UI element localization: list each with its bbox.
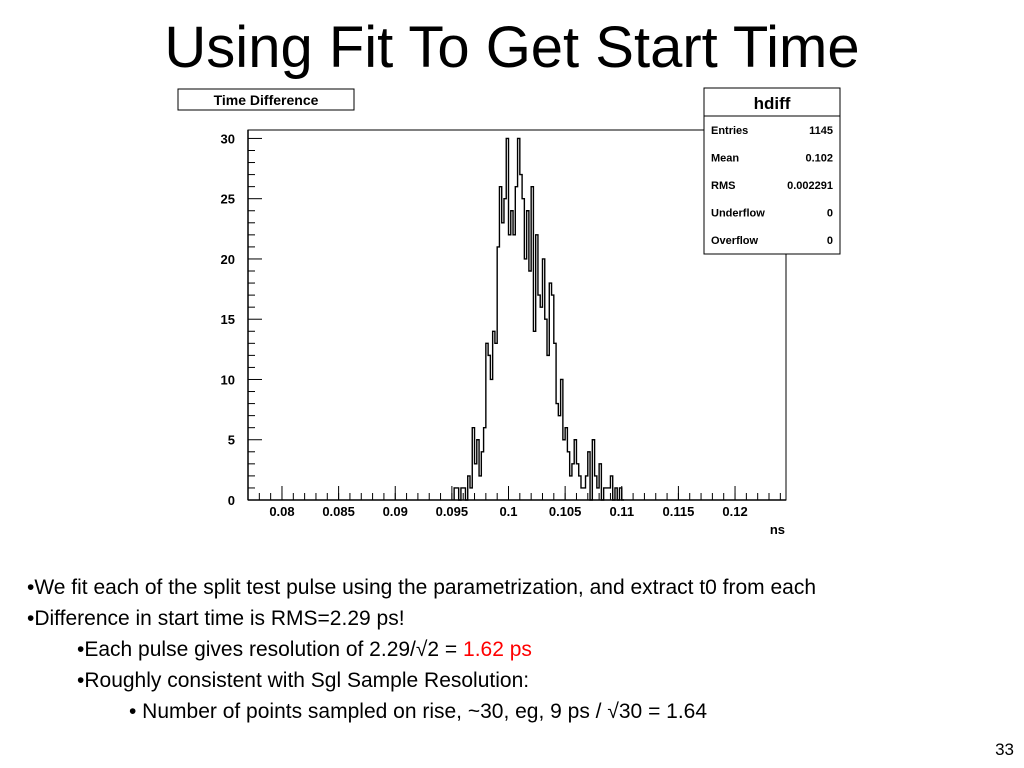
stats-value: 0 [826,235,833,247]
histogram-bin [475,464,477,500]
histogram-bin [583,488,585,500]
histogram-bin [481,452,483,500]
histogram-bin [536,235,538,500]
y-tick-label: 10 [220,372,235,388]
histogram-bin [470,488,472,500]
histogram-bin [504,199,506,500]
histogram-bin [493,331,495,500]
histogram-bin [554,343,556,500]
histogram-bin [511,211,513,500]
y-tick-label: 30 [220,131,235,147]
histogram-bin [515,187,517,500]
stats-value: 0.102 [805,152,833,165]
x-tick-label: 0.085 [322,504,355,519]
histogram-bin [592,440,594,500]
stats-box-title: hdiff [753,94,791,113]
y-tick-label: 25 [220,191,235,207]
histogram-bin [604,488,606,500]
stats-value: 0.002291 [787,180,833,192]
x-tick-label: 0.12 [722,504,748,519]
histogram-bin [477,440,479,500]
histogram-bin [588,452,590,500]
histogram-bin [552,295,554,500]
bullet-list [27,572,1017,727]
histogram-bin [497,247,499,500]
histogram-bin [597,488,599,500]
chart-title-box [178,89,354,110]
histogram-bin [490,379,492,500]
histogram-bin [563,440,565,500]
stats-label: RMS [711,180,736,192]
bullet-item: •Difference in start time is RMS=2.29 ps! [27,607,405,630]
histogram-bin [488,355,490,500]
histogram-bin [524,259,526,500]
x-tick-label: 0.09 [382,504,408,519]
histogram-bin [610,476,612,500]
x-tick-label: 0.105 [548,504,582,519]
histogram-bin [556,404,558,500]
histogram-bin [547,355,549,500]
histogram-bin [570,476,572,500]
stats-label: Entries [711,125,749,137]
histogram-bin [558,416,560,500]
stats-box [704,88,840,254]
histogram-bin [572,464,574,500]
histogram-bin [461,488,463,500]
histogram-bin [484,428,486,500]
bullet-item: •We fit each of the split test pulse using the parametrization, and extract t0 from each [27,576,817,599]
histogram-bin [595,476,597,500]
histogram-bin [561,379,563,500]
y-ticks [221,131,262,508]
histogram-bin [506,138,508,500]
histogram-bin [606,488,608,500]
histogram-bin [529,271,531,500]
x-tick-label: 0.095 [435,504,469,519]
stats-label: Underflow [711,207,765,220]
histogram-bin [531,187,533,500]
slide-title: Using Fit To Get Start Time [164,15,860,80]
chart-title: Time Difference [213,92,319,108]
stats-label: Mean [711,152,740,165]
y-tick-label: 20 [220,251,235,267]
x-tick-label: 0.08 [269,504,295,519]
histogram-bin [538,295,540,500]
histogram-bin [567,452,569,500]
histogram-bin [522,199,524,500]
bullet-item: •Roughly consistent with Sgl Sample Resolution: [77,669,530,692]
histogram-bin [495,343,497,500]
x-tick-label: 0.1 [499,504,518,519]
histogram-bin [520,175,522,500]
histogram-bin [463,488,465,500]
histogram-bin [454,488,456,500]
histogram-bin [615,488,617,500]
histogram-bin [509,235,511,500]
bullet-text: •Each pulse gives resolution of 2.29/√2 = [77,638,464,661]
histogram-bin [518,138,520,500]
histogram-bin [499,187,501,500]
histogram-bin [479,476,481,500]
y-tick-label: 5 [227,432,235,448]
histogram-bin [486,343,488,500]
bullet-item: • Number of points sampled on rise, ~30, eg, 9 ps / √30 = 1.64 [129,700,708,723]
histogram-bin [549,283,551,500]
histogram-bin [472,428,474,500]
histogram-bin [456,488,458,500]
histogram-bin [527,211,529,500]
histogram-bin [599,464,601,500]
histogram-bin [468,476,470,500]
x-tick-label: 0.115 [662,504,695,519]
highlight-value: 1.62 ps [463,638,532,661]
stats-label: Overflow [711,235,759,247]
x-tick-label: 0.11 [609,504,635,519]
x-axis-label: ns [769,522,785,537]
histogram-bin [545,319,547,500]
stats-value: 0 [826,207,833,220]
page-number: 33 [995,740,1014,759]
histogram-bin [581,488,583,500]
histogram-bin [565,428,567,500]
histogram-bin [579,476,581,500]
histogram-bin [540,307,542,500]
stats-value: 1145 [809,125,833,137]
histogram-bin [542,259,544,500]
histogram-bin [574,440,576,500]
histogram-bin [620,488,622,500]
histogram-bin [586,476,588,500]
histogram-bin [513,235,515,500]
histogram-bin [576,464,578,500]
histogram-bin [502,223,504,500]
y-tick-label: 0 [227,493,235,508]
bullet-item [27,634,1017,665]
y-tick-label: 15 [220,312,235,328]
histogram-bin [533,331,535,500]
histogram-bin [608,488,610,500]
